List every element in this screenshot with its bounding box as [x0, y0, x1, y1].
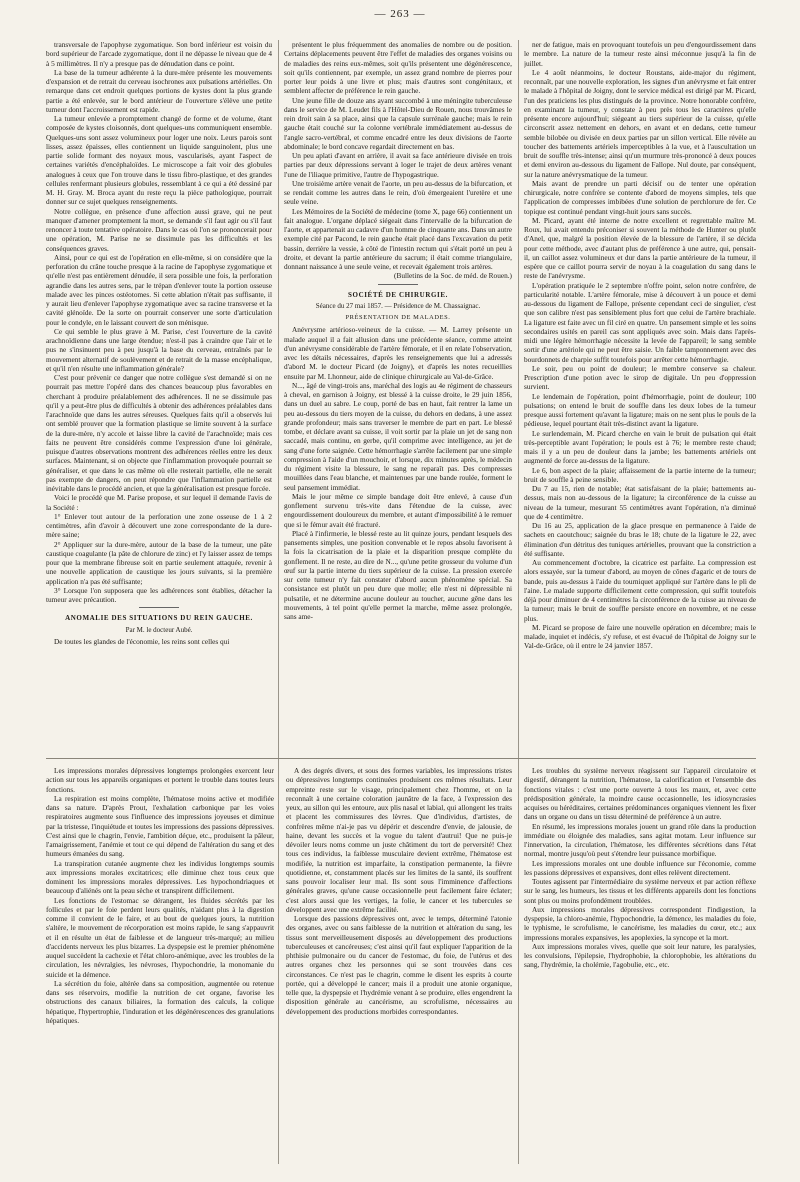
page-number: — 263 —	[374, 8, 426, 20]
bottom-column-2	[286, 766, 512, 1164]
paragraph: Le surlendemain, M. Picard cherche en vain le bruit de pulsation qui était très-perceptible avant l'opération; le pouls est à 76; le membre reste chaud; mais il y a un peu de douleur dans la jambe; les battements artériels ont augmenté de force au-dessus de la ligature.	[524, 428, 756, 466]
paragraph: Au commencement d'octobre, la cicatrice est parfaite. La compression est alors essayée, sur la tumeur d'abord, au moyen de cônes d'agaric et de tours de bande, puis au-dessus à l'aide du tourniquet appliqué sur l'artère dans le pli de l'aine. Le malade supporte difficilement cette compression, qui suffit toutefois déjà pour diminuer de 4 centimètres la circonférence de la cuisse au niveau de la tumeur; mais le bruit de souffle persiste encore en novembre, et ne cesse plus.	[524, 558, 756, 623]
paragraph: Le lendemain de l'opération, point d'hémorrhagie, point de douleur; 100 pulsations; on entend le bruit de souffle dans les deux lobes de la tumeur presque aussi fortement qu'avant la ligature; mais on ne sent plus le pouls de la pédieuse, lequel pourtant était très-distinct avant la ligature.	[524, 391, 756, 429]
column-2	[284, 40, 512, 756]
bottom-column-1	[46, 766, 274, 1164]
paragraph: La base de la tumeur adhérente à la dure-mère présente les mouvements d'expansion et de retrait du cerveau isochrones aux pulsations artérielles. On remarque dans cet endroit quelques portions de kystes dont la plus grande partie a été enlevée, sur le bord antérieur de l'ouverture s'élève une petite tumeur dont l'accroissement est rapide.	[46, 67, 272, 114]
paragraph: Ainsi, pour ce qui est de l'opération en elle-même, si on considère que la perforation du crâne touche presque à la racine de l'apophyse zygomatique et qu'elle n'est pas entièrement dénudée, il sera possible une fois, la perforation agrandie dans les autres sens, par le trépan d'enlever toute la portion osseuse malade avec les pinces ostéotomes. Si cette ablation n'était pas suffisante, il y aurait lieu d'enlever l'apophyse zygomatique avec sa racine transverse et la cavité glénoïde. De la sorte on pourrait conserver une sorte d'articulation pour le condyle, en le laissant couvert de son ménisque.	[46, 252, 272, 327]
paragraph: Mais avant de prendre un parti décisif ou de tenter une opération chirurgicale, notre confrère se contente d'abord de moyens simples, tels que l'application de compresses imbibées d'une solution de perchlorure de fer. Ce topique est continué pendant vingt-huit jours sans succès.	[524, 178, 756, 216]
paragraph: transversale de l'apophyse zygomatique. Son bord inférieur est voisin du bord supérieur de l'arcade zygomatique, dont il ne dépasse le niveau que de 4 à 5 millimètres. Il n'y a presque pas de dénudation dans ce point.	[46, 40, 272, 68]
column-3	[524, 40, 756, 756]
paragraph: A des degrés divers, et sous des formes variables, les impressions tristes ou dépressives longtemps continuées produisent ces mêmes résultats. Leur empreinte reste sur le visage, principalement chez l'homme, et on la reconnaît à une certaine coloration jaunâtre de la face, à l'expression des yeux, au sillon qui les entoure, aux plis nasal et labial, qui allongent les traits et placent les commissures des lèvres. Que d'individus, d'artistes, de confrères même n'ai-je pas vu dépérir et descendre d'envie, de jalousie, de haine, devant les succès et la vogue du talent d'autrui! Que ne puis-je dévoiler leurs noms comme un juste châtiment du tort de perversité! Chez tous ces individus, la faiblesse musculaire devient extrême, l'hématose est modifiée, la nutrition est imparfaite, la constipation permanente, la fièvre quotidienne, et, constamment placés sur les limites de la santé, ils souffrent sans pouvoir localiser leur mal. Ils sont sous l'imminence d'affections générales graves, qu'une cause occasionnelle peut facilement faire éclater; c'est alors aussi que les vertiges, la folie, le cancer et les tubercules se développent avec une extrême facilité.	[286, 766, 512, 914]
paragraph: La transpiration cutanée augmente chez les individus longtemps soumis aux impressions morales excitatrices; elle diminue chez tous ceux que dominent les impressions morales dépressives. Les hypochondriaques et beaucoup d'aliénés ont la peau sèche et transpirent difficilement.	[46, 858, 274, 896]
paragraph: M. Picard se propose de faire une nouvelle opération en décembre; mais le malade, inquiet et indécis, s'y refuse, et est évacué de l'hôpital de Joigny sur le Val-de-Grâce, où il entre le 24 janvier 1857.	[524, 622, 756, 651]
section-heading-societe: SOCIÉTÉ DE CHIRURGIE.	[348, 290, 448, 299]
paragraph: Anévrysme artérioso-veineux de la cuisse. — M. Larrey présente un malade auquel il a fait allusion dans une précédente séance, comme atteint d'un anévrysme considérable de l'artère fémorale, et il en relate l'observation, avec les détails nécessaires, d'après les renseignements que lui a adressés d'abord M. le docteur Picard (de Joigny), et d'après les notes recueillies ensuite par M. Lhonneur, aide de clinique chirurgicale au Val-de-Grâce.	[284, 325, 512, 381]
seance-line: Séance du 27 mai 1857. — Présidence de M. Chassaignac.	[315, 301, 481, 310]
section-separator	[378, 284, 418, 285]
paragraph: Les impressions morales ont une double influence sur l'économie, comme les passions dépressives et expansives, dont elles relèvent directement.	[524, 858, 756, 877]
paragraph: Les impressions morales dépressives longtemps prolongées exercent leur action sur tous les appareils organiques et portent le trouble dans toutes leurs fonctions.	[46, 766, 274, 794]
section-heading-anomalie: ANOMALIE DES SITUATIONS DU REIN GAUCHE.	[65, 614, 253, 623]
byline: Par M. le docteur Aubé.	[125, 625, 193, 634]
reference: (Bulletins de la Soc. de méd. de Rouen.)	[394, 271, 512, 281]
paragraph: Aux impressions morales vives, quelle que soit leur nature, les paralysies, les convulsions, l'épilepsie, l'hydrophobie, la chlorophobie, les altérations du sang, l'hydrémie, la cholémie, l'agobulie, etc., etc.	[524, 941, 756, 970]
paragraph: ner de fatigue, mais en provoquant toutefois un peu d'engourdissement dans le membre. La nature de la tumeur reste ainsi méconnue jusqu'à la fin de juillet.	[524, 40, 756, 68]
paragraph: Toutes agissent par l'intermédiaire du système nerveux et par action réflexe sur le sang, les humeurs, les tissus et les différents appareils dont les fonctions sont plus ou moins profondément troublées.	[524, 877, 756, 905]
paragraph: Les Mémoires de la Société de médecine (tome X, page 66) contiennent un fait analogue. L'organe déplacé siégeait dans l'intervalle de la bifurcation de l'aorte, et appartenait au cadavre d'un homme de cinquante ans. Dans un autre exemple cité par Pacond, le rein gauche était placé dans l'excavation du petit bassin, derrière la vessie, à côté de l'intestin rectum qui s'était porté un peu à droite, et devant la partie antérieure du sacrum; il était comme triangulaire, donnant naissance à une seule veine, et recevait également trois artères.	[284, 206, 512, 271]
paragraph: 3° Lorsque l'on supposera que les adhérences sont établies, détacher la tumeur avec précaution.	[46, 585, 272, 604]
horizontal-rule	[46, 758, 756, 759]
paragraph: Une troisième artère venait de l'aorte, un peu au-dessus de la bifurcation, et se rendait comme les autres dans le rein, d'où émergeaient l'uretère et une seule veine.	[284, 178, 512, 207]
paragraph: présentent le plus fréquemment des anomalies de nombre ou de position. Certains déplacements peuvent être l'effet de maladies des organes voisins ou de maladies des reins eux-mêmes, soit qu'ils présentent une dégénérescence, soit qu'ils contiennent, par exemple, un assez grand nombre de pierres pour porter leur poids à une livre et plus; mais d'autres sont congénitaux, et semblent affecter de préférence le rein gauche.	[284, 40, 512, 96]
paragraph: Le soir, peu ou point de douleur; le membre conserve sa chaleur. Prescription d'une potion avec le sirop de digitale. Un peu d'oppression survient.	[524, 363, 756, 392]
column-rule-left	[278, 40, 279, 1164]
paragraph: L'opération pratiquée le 2 septembre n'offre point, selon notre confrère, de particularité notable. L'artère fémorale, mise à découvert à un pouce et demi au-dessous du ligament de Fallope, présente cependant ceci de singulier, c'est que son calibre n'est pas sensiblement plus fort que celui de l'artère brachiale. La ligature est faite avec un fil ciré en quatre. Un pansement simple et les soins secondaires usités en pareil cas sont appliqués avec soin. Mais dans l'après-midi une légère hémorrhagie nécessite la levée de l'appareil; le sang semble sortir d'une artériole qui ne peut être saisie. Un faible tamponnement avec des bourdonnets de charpie suffit toutefois pour arrêter cette hémorrhagie.	[524, 280, 756, 364]
section-separator	[139, 607, 179, 608]
paragraph: N..., âgé de vingt-trois ans, maréchal des logis au 4e régiment de chasseurs à cheval, en garnison à Joigny, est blessé à la cuisse droite, le 29 juin 1856, dans un duel au sabre. Le coup, porté de bas en haut, fait rentrer la lame un peu au-dessous du tiers moyen de la cuisse, du dehors en dedans, à une assez grande profondeur; mais sans traverser le membre de part en part. Le blessé tombe, et déclare avant sa cuisse, il voit sortir par la plaie un jet de sang non saccadé, mais continu, en gerbe, qu'il comprime avec intelligence, au jet de sang d'une forte saignée. Cette hémorrhagie s'arrête facilement par une simple compression à l'aide d'un mouchoir, et lorsque, dix minutes après, le médecin du régiment visite la blessure, le sang ne reparaît pas. Des compresses mouillées dans l'eau blanche, et maintenues par une bande roulée, forment le seul pansement immédiat.	[284, 380, 512, 492]
paragraph: En résumé, les impressions morales jouent un grand rôle dans la production immédiate ou éloignée des maladies, sans agitat motam. Leur influence sur l'innervation, la circulation, l'hématose, les différentes sécrétions dans l'état normal, montre jusqu'où peut s'étendre leur puissance morbifique.	[524, 821, 756, 859]
paragraph: Placé à l'infirmerie, le blessé reste au lit quinze jours, pendant lesquels des pansements simples, une position convenable et le repos absolu favorisent à la fois la cicatrisation de la plaie et la disparition presque complète du gonflement. Il ne reste, au dire de N..., qu'une petite grosseur du volume d'un œuf sur la partie interne du tiers supérieur de la cuisse. La pression exercée sur cette tumeur n'y fait constater d'abord aucun phénomène spécial. Sa consistance est plutôt un peu dure que molle; elle n'est ni dépressible ni pulsatile, et ne détermine aucune douleur au toucher, aucune gêne dans les mouvements, à tel point qu'elle permet la marche, même assez prolongée, sans ame-	[284, 528, 512, 621]
column-rule-right	[518, 40, 519, 1164]
paragraph: La sécrétion du foie, altérée dans sa composition, augmentée ou retenue dans ses réservoirs, modifie la nutrition de cet organe, favorise les obstructions des canaux biliaires, la formation des calculs, la colique hépatique, l'hypertrophie, l'induration et les dégénérescences des granulations hépatiques.	[46, 978, 274, 1025]
paragraph: Une jeune fille de douze ans ayant succombé à une méningite tuberculeuse dans le service de M. Leudet fils à l'Hôtel-Dieu de Rouen, nous trouvâmes le rein droit sain à sa place, ainsi que la capsule surrénale gauche; mais le rein gauche était couché sur la colonne vertébrale immédiatement au-dessus de l'angle sacro-vertébral, et comme encadré entre les deux divisions de l'aorte abdominale; le bord concave regardait directement en bas.	[284, 95, 512, 151]
paragraph: Les fonctions de l'estomac se dérangent, les fluides sécrétés par les follicules et par le foie perdent leurs qualités, n'aidant plus à la digestion comme il convient de le faire, et au bout de quelques jours, la nutrition s'altère, le mouvement de récorporation est moins rapide, le sang s'appauvrit et il en résulte un état de faiblesse et de langueur très-marqué; au milieu d'accidents nerveux les plus bizarres. La dyspepsie est le premier phénomène auquel succèdent la cachexie et l'état chloro-anémique, avec les troubles de la circulation, les névralgies, les névroses, l'hypochondrie, la monomanie du suicide et la démence.	[46, 895, 274, 979]
paragraph: M. Picard, ayant été interne de notre excellent et regrettable maître M. Roux, lui avait entendu préconiser si souvent la méthode de Hunter ou plutôt d'Anel, que, malgré la position élevée de la blessure de l'artère, il se décida pour cette méthode, avec d'autant plus de préférence à une autre, qui, pensait-il, un caillot assez volumineux et dur dans la partie antérieure de la tumeur, il espère que ce caillot pourra servir de noyau à la coagulation du sang dans le reste de l'anévrysme.	[524, 215, 756, 281]
paragraph: Notre collègue, en présence d'une affection aussi grave, qui ne peut manquer d'amener promptement la mort, se demande s'il faut agir ou s'il faut renoncer à toute tentative opératoire. Dans le cas où l'on se prononcerait pour une opération, M. Parise ne se dissimule pas les difficultés et les conséquences graves.	[46, 206, 272, 253]
paragraph: Ce qui semble le plus grave à M. Parise, c'est l'ouverture de la cavité arachnoïdienne dans une large étendue; n'est-il pas à craindre que l'air et le pus ne s'insinuent peu à peu jusqu'à la base du cerveau, entraînés par le mouvement alternatif de soulèvement et de retrait de la masse encéphalique, et qu'il n'en résulte une inflammation générale?	[46, 326, 272, 373]
paragraph: Aux impressions morales dépressives correspondent l'indigestion, la dyspepsie, la chloro-anémie, l'hypochondrie, la démence, les maladies du foie, le typhisme, le scrofulisme, le cancérisme, les maladies du cœur, etc.; aux impressions morales expansives, les apoplexies, la syncope et la mort.	[524, 904, 756, 942]
paragraph: Le 6, bon aspect de la plaie; affaissement de la partie interne de la tumeur; bruit de souffle à peine sensible.	[524, 465, 756, 484]
paragraph: Voici le procédé que M. Parise propose, et sur lequel il demande l'avis de la Société :	[46, 493, 272, 512]
paragraph: Les troubles du système nerveux réagissent sur l'appareil circulatoire et digestif, dérangent la nutrition, l'hématose, la calorification et l'ensemble des fonctions vitales : c'est une porte ouverte à tous les maux, et, avec cette prédisposition générale, la moindre cause occasionnelle, les idiosyncrasies acquises ou héréditaires, certaines prédominances organiques viennent les fixer dans un organe ou dans un tissu déterminé de préférence à un autre.	[524, 766, 756, 822]
paragraph: La tumeur enlevée a promptement changé de forme et de volume, étant composée de kystes cloisonnés, dont quelques-uns communiquent ensemble. Quelques-uns sont assez volumineux pour loger une noix. Leurs parois sont lisses, assez épaisses, elles contiennent un liquide sanguinolent, plus une partie solide formant des noyaux mous, vascularisés, ayant l'aspect de certaines variétés d'encéphaloïdes. Le microscope a fait voir des globules analogues à ceux que l'on trouve dans le tissu fibro-plastique, et des grandes cellules renfermant plusieurs globules, ressemblant à ce qui a été dessiné par M. H. Gray. M. Broca ayant du reste reçu la pièce pathologique, pourrait donner sur ce sujet quelques renseignements.	[46, 114, 272, 207]
subheading: PRÉSENTATION DE MALADES.	[345, 314, 451, 321]
column-1	[46, 40, 272, 756]
paragraph: Un peu aplati d'avant en arrière, il avait sa face antérieure divisée en trois parties par deux dépressions servant à loger le trajet de deux artères venant l'une de l'iliaque primitive, l'autre de l'hypogastrique.	[284, 151, 512, 179]
paragraph: 1° Enlever tout autour de la perforation une zone osseuse de 1 à 2 centimètres, afin d'avoir à découvert une zone correspondante de la dure-mère saine;	[46, 511, 272, 540]
bottom-column-3	[524, 766, 756, 1164]
paragraph: Du 16 au 25, application de la glace presque en permanence à l'aide de sachets en caoutchouc; saignée du bras le 18; chute de la ligature le 22, avec élimination d'un détritus des tuniques artérielles, prouvant que la constriction a été suffisante.	[524, 521, 756, 558]
paragraph: Le 4 août néanmoins, le docteur Roustans, aide-major du régiment, reconnaît, par une nouvelle exploration, les signes d'un anévrysme et fait entrer le malade à l'hôpital de Joigny, dont le service médical est dirigé par M. Picard, l'un des praticiens les plus distingués de la province. Notre honorable confrère, en examinant la tumeur, y constate à peu près tous les caractères qu'elle présente encore aujourd'hui; siégeant au tiers supérieur de la cuisse, qu'elle circonscrit assez nettement en dehors, en avant et en dedans, cette tumeur semble bilobée ou divisée en deux parties par un sillon vertical. Elle révèle au toucher des battements artériels imperceptibles à la vue, et à l'auscultation un bruit de souffle très-intense; ainsi qu'un murmure très-prononcé à deux pouces et demi environ au-dessous du ligament de Fallope. Nul doute, par conséquent, sur la nature anévrysmatique de la tumeur.	[524, 67, 756, 179]
paragraph: Mais le jour même ce simple bandage doit être enlevé, à cause d'un gonflement survenu très-vite dans l'étendue de la cuisse, avec engourdissement douloureux du membre, et autant d'impossibilité à le remuer que si le fémur avait été fracturé.	[284, 491, 512, 529]
paragraph: Lorsque des passions dépressives ont, avec le temps, déterminé l'atonie des organes, avec ou sans faiblesse de la nutrition et altération du sang, les tissus sont merveilleusement disposés au développement des productions tuberculeuses et cancéreuses; c'est ainsi qu'il faut expliquer l'apparition de la phthisie pulmonaire ou du cancer de l'estomac, du foie, de l'utérus et des autres organes chez les personnes qui se sont trouvées dans ces circonstances. Ce n'est pas le chagrin, comme le disent les esprits à courte portée, qui a développé le cancer; mais il a produit une atonie organique, telle que, la dyspepsie et l'hydrémie venant à se produire, elles engendrent la disposition générale au cancérisme, au scrofulisme, nécessaires au développement des productions morbides correspondantes.	[286, 914, 512, 1016]
paragraph: C'est pour prévenir ce danger que notre collègue s'est demandé si on ne pourrait pas mettre l'opéré dans des chances beaucoup plus favorables en cherchant à produire préalablement des adhérences. Il ne se dissimule pas qu'il y a peut-être plus de difficultés à obtenir des adhérences préalables dans l'arachnoïde que dans les autres séreuses. Quelques faits qu'il a observés lui ont semblé prouver que la formation plastique se limite souvent à la surface de la dure-mère, n'y accole et laisse libre la cavité de l'arachnoïde; mais ces faits ne peuvent être considérés comme l'expression d'une loi générale, puisque d'autres observations montrent des adhérences réelles entre les deux surfaces. Maintenant, si on objecte que l'inflammation provoquée pourrait se généraliser, et que dans le cas même où elle resterait partielle, elle ne serait pas exempte de dangers, on peut répondre que l'inflammation partielle est inévitable dans le procédé ancien, et que la généralisation est presque forcée.	[46, 373, 272, 493]
paragraph: Du 7 au 15, rien de notable; état satisfaisant de la plaie; battements au-dessus, mais non au-dessous de la ligature; la circonférence de la cuisse au niveau de la tumeur, mesurant 55 centimètres avant l'opération, n'a diminué que de 4 centimètre.	[524, 484, 756, 521]
paragraph: 2° Appliquer sur la dure-mère, autour de la base de la tumeur, une pâte caustique coagulante (la pâte de chlorure de zinc) et l'y laisser assez de temps pour que la membrane fibreuse soit en partie seulement attaquée, revenir à une nouvelle application de caustique les jours suivants, si la première application n'a pas été suffisante;	[46, 539, 272, 586]
paragraph: La respiration est moins complète, l'hématose moins active et modifiée dans sa nature. D'après Prout, l'exhalation carbonique par les voies respiratoires augmente sous l'influence des impressions joyeuses et diminue par la tristesse, l'inquiétude et toutes les impressions des passions dépressives. C'est ainsi que le chagrin, l'envie, l'ambition déçue, etc., produisent la pâleur, l'amaigrissement, l'anémie et tout ce qui dépend de l'altération du sang et des humeurs émanées du sang.	[46, 793, 274, 859]
paragraph: De toutes les glandes de l'économie, les reins sont celles qui	[54, 636, 230, 646]
